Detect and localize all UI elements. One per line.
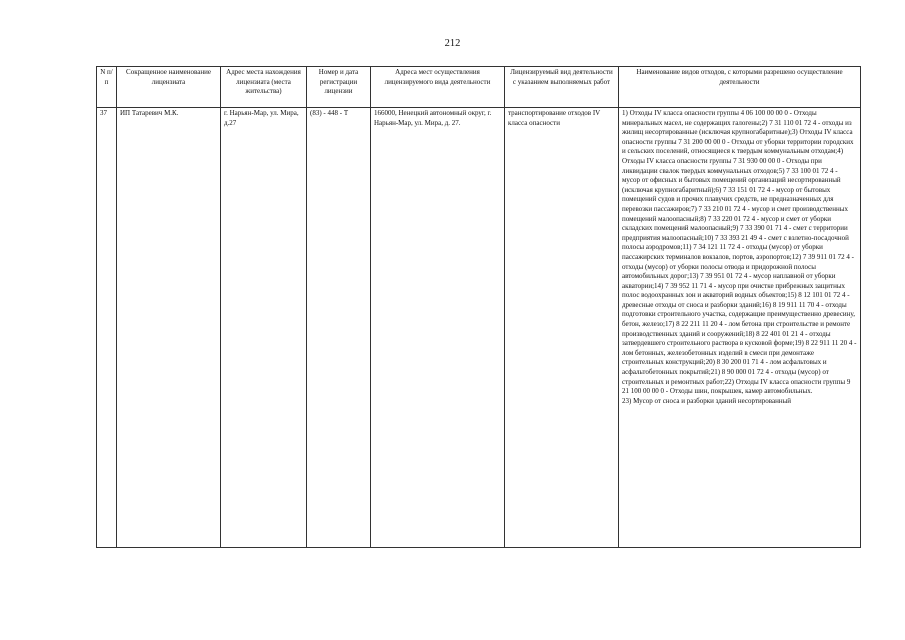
wastes-list-tail: 23) Мусор от сноса и разборки зданий несортированный bbox=[622, 396, 792, 405]
cell-num: 37 bbox=[97, 108, 117, 548]
cell-wastes bbox=[619, 108, 861, 548]
cell-name: ИП Татаревич М.К. bbox=[117, 108, 221, 548]
license-table bbox=[96, 66, 861, 548]
header-address: Адрес места нахождения лицензиата (места жительства) bbox=[221, 67, 307, 108]
header-name: Сокращенное наименование лицензиата bbox=[117, 67, 221, 108]
cell-places: 166000, Ненецкий автономный округ, г. Нарьян-Мар, ул. Мира, д. 27. bbox=[371, 108, 505, 548]
header-places: Адреса мест осуществления лицензируемого вида деятельности bbox=[371, 67, 505, 108]
header-activity: Лицензируемый вид деятельности с указанием выполняемых работ bbox=[505, 67, 619, 108]
header-wastes: Наименование видов отходов, с которыми разрешено осуществление деятельности bbox=[619, 67, 861, 108]
cell-activity: транспортирование отходов IV класса опасности bbox=[505, 108, 619, 548]
header-registration: Номер и дата регистрации лицензии bbox=[307, 67, 371, 108]
wastes-list: 1) Отходы IV класса опасности группы 4 06 100 00 00 0 - Отходы минеральных масел, не содержащих галогены;2) 7 31 110 01 72 4 - отходы из жилищ несортированные (исключая крупногабаритные);3) Отходы IV класса опасности группы 7 31 200 00 00 0 - Отходы от уборки территории городских и сельских поселений, относящиеся к твердым коммунальным отходам;4) Отходы IV класса опасности группы 7 31 930 00 00 0 - Отходы при ликвидации свалок твердых коммунальных отходов;5) 7 33 100 01 72 4 - мусор от офисных и бытовых помещений организаций несортированный (исключая крупногабаритный);6) 7 33 151 01 72 4 - мусор от бытовых помещений судов и прочих плавучих средств, не предназначенных для перевозки пассажиров;7) 7 33 210 01 72 4 - мусор и смет производственных помещений малоопасный;8) 7 33 220 01 72 4 - мусор и смет от уборки складских помещений малоопасный;9) 7 33 390 01 71 4 - смет с территории предприятия малоопасный;10) 7 33 393 21 49 4 - смет с взлетно-посадочной полосы аэродромов;11) 7 34 121 11 72 4 - отходы (мусор) от уборки пассажирских терминалов вокзалов, портов, аэропортов;12) 7 39 911 01 72 4 - отходы (мусор) от уборки полосы отвода и придорожной полосы автомобильных дорог;13) 7 39 951 01 72 4 - мусор наплавной от уборки акватории;14) 7 39 952 11 71 4 - мусор при очистке прибрежных защитных полос водоохранных зон и акваторий водных объектов;15) 8 12 101 01 72 4 - древесные отходы от сноса и разборки зданий;16) 8 19 911 11 70 4 - отходы подготовки строительного участка, содержащие преимущественно древесину, бетон, железо;17) 8 22 211 11 20 4 - лом бетона при строительстве и ремонте производственных зданий и сооружений;18) 8 22 401 01 21 4 - отходы затвердевшего строительного раствора в кусковой форме;19) 8 22 911 11 20 4 - лом бетонных, железобетонных изделий в смеси при демонтаже строительных конструкций;20) 8 30 200 01 71 4 - лом асфальтовых и асфальтобетонных покрытий;21) 8 90 000 01 72 4 - отходы (мусор) от строительных и ремонтных работ;22) Отходы IV класса опасности группы 9 21 100 00 00 0 - Отходы шин, покрышек, камер автомобильных. bbox=[622, 109, 857, 396]
table-header-row bbox=[97, 67, 861, 108]
cell-address: г. Нарьян-Мар, ул. Мира, д.27 bbox=[221, 108, 307, 548]
cell-registration: (83) - 448 - Т bbox=[307, 108, 371, 548]
table-row bbox=[97, 108, 861, 548]
header-num: N п/п bbox=[97, 67, 117, 108]
page-number: 212 bbox=[444, 38, 461, 49]
